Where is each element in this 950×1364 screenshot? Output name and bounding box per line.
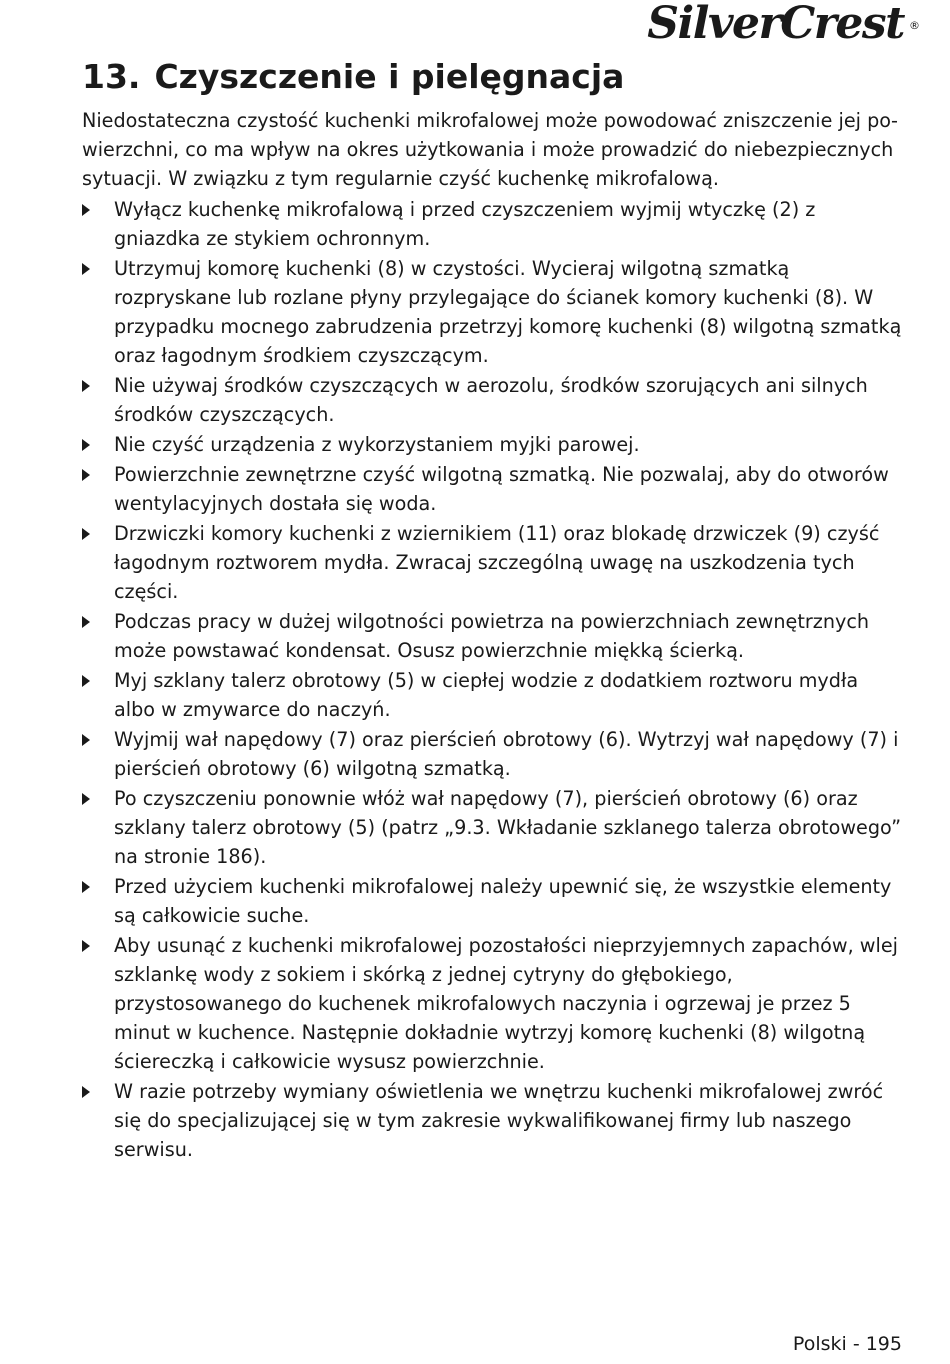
list-item (82, 519, 902, 606)
triangle-right-icon (82, 439, 90, 451)
triangle-right-icon (82, 675, 90, 687)
list-item (82, 254, 902, 370)
triangle-right-icon (82, 528, 90, 540)
triangle-right-icon (82, 940, 90, 952)
list-item (82, 666, 902, 724)
list-item-text: Nie czyść urządzenia z wykorzystaniem myjki parowej. (114, 433, 640, 456)
list-item-text: Myj szklany talerz obrotowy (5) w ciepłej wodzie z dodatkiem roztworu mydła albo w zmywarce do naczyń. (114, 669, 859, 721)
section-heading (82, 54, 624, 100)
list-item-text: Po czyszczeniu ponownie włóż wał napędowy (7), pierścień obrotowy (6) oraz szklany talerz obrotowy (5) (patrz „9.3. Wkładanie szklanego talerza obrotowego” na stronie 186). (114, 787, 902, 868)
list-item-text: Powierzchnie zewnętrzne czyść wilgotną szmatką. Nie pozwalaj, aby do otworów wentylacyjnych dostała się woda. (114, 463, 889, 515)
triangle-right-icon (82, 616, 90, 628)
brand-logo (647, 0, 920, 49)
registered-mark: ® (909, 19, 920, 32)
triangle-right-icon (82, 204, 90, 216)
list-item-text: Wyjmij wał napędowy (7) oraz pierścień obrotowy (6). Wytrzyj wał napędowy (7) i pierścień obrotowy (6) wilgotną szmatką. (114, 728, 899, 780)
list-item (82, 1077, 902, 1164)
section-body (82, 106, 902, 1165)
section-number: 13. (82, 57, 141, 96)
list-item (82, 607, 902, 665)
list-item (82, 784, 902, 871)
list-item (82, 430, 902, 459)
page-footer: Polski - 195 (792, 1333, 902, 1355)
list-item (82, 460, 902, 518)
list-item-text: Podczas pracy w dużej wilgotności powietrza na powierzchniach zewnętrznych może powstawać kondensat. Osusz powierzchnie miękką ścierką. (114, 610, 870, 662)
list-item-text: Utrzymuj komorę kuchenki (8) w czystości. Wycieraj wilgotną szmatką rozpryskane lub rozlane płyny przylegające do ścianek komory kuchenki (8). W przypadku mocnego zabrudzenia przetrzyj komorę kuchenki (8) wilgotną szmatką oraz łagodnym środkiem czyszczącym. (114, 257, 902, 367)
list-item-text: Wyłącz kuchenkę mikrofalową i przed czyszczeniem wyjmij wtyczkę (2) z gniazdka ze stykiem ochronnym. (114, 198, 816, 250)
list-item-text: Nie używaj środków czyszczących w aerozolu, środków szorujących ani silnych środków czyszczących. (114, 374, 868, 426)
intro-paragraph: Niedostateczna czystość kuchenki mikrofalowej może powodować zniszczenie jej powierzchni, co ma wpływ na okres użytkowania i może prowadzić do niebezpiecznych sytuacji. W związku z tym regularnie czyść kuchenkę mikrofalową. (82, 109, 898, 190)
triangle-right-icon (82, 793, 90, 805)
list-item (82, 725, 902, 783)
list-item-text: W razie potrzeby wymiany oświetlenia we wnętrzu kuchenki mikrofalowej zwróć się do specjalizującej się w tym zakresie wykwalifikowanej firmy lub naszego serwisu. (114, 1080, 884, 1161)
triangle-right-icon (82, 734, 90, 746)
triangle-right-icon (82, 380, 90, 392)
list-item-text: Przed użyciem kuchenki mikrofalowej należy upewnić się, że wszystkie elementy są całkowicie suche. (114, 875, 892, 927)
brand-logo-text: SilverCrest (647, 0, 904, 49)
list-item (82, 195, 902, 253)
section-title: Czyszczenie i pielęgnacja (154, 57, 625, 96)
triangle-right-icon (82, 1086, 90, 1098)
list-item-text: Drzwiczki komory kuchenki z wziernikiem (11) oraz blokadę drzwiczek (9) czyść łagodnym roztworem mydła. Zwracaj szczególną uwagę na uszkodzenia tych części. (114, 522, 880, 603)
triangle-right-icon (82, 469, 90, 481)
instruction-list (82, 195, 902, 1164)
list-item (82, 371, 902, 429)
list-item-text: Aby usunąć z kuchenki mikrofalowej pozostałości nieprzyjemnych zapachów, wlej szklankę wody z sokiem i skórką z jednej cytryny do głębokiego, przystosowanego do kuchenek mikrofalowych naczynia i ogrzewaj je przez 5 minut w kuchence. Następnie dokładnie wytrzyj komorę kuchenki (8) wilgotną ściereczką i całkowicie wysusz powierzchnie. (114, 934, 898, 1073)
list-item (82, 872, 902, 930)
triangle-right-icon (82, 263, 90, 275)
list-item (82, 931, 902, 1076)
triangle-right-icon (82, 881, 90, 893)
